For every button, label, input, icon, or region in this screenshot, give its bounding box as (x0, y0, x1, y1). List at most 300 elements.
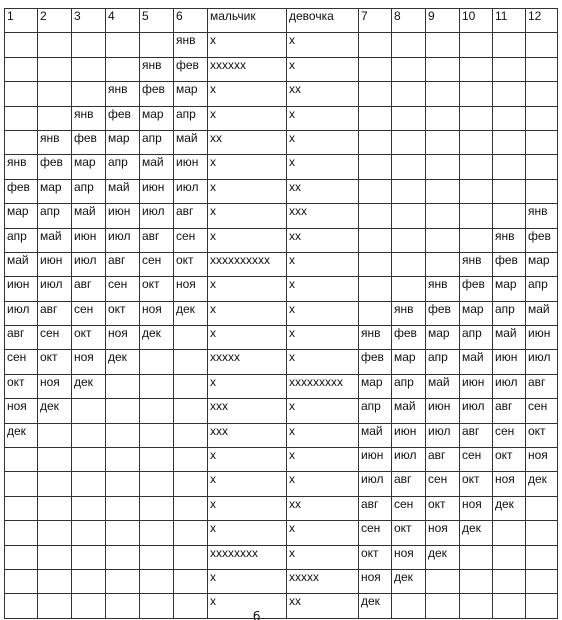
table-cell (460, 155, 493, 179)
table-cell: авг (72, 277, 106, 301)
table-cell: ноя (359, 569, 392, 593)
table-cell: мар (5, 204, 38, 228)
table-cell: май (174, 130, 208, 154)
table-cell (493, 204, 526, 228)
table-cell: x (208, 33, 287, 57)
table-cell (526, 594, 558, 618)
table-cell (140, 472, 174, 496)
header-cell: 11 (493, 9, 526, 33)
table-cell (526, 130, 558, 154)
table-cell: фев (493, 252, 526, 276)
table-cell: сен (140, 252, 174, 276)
table-cell: июл (392, 448, 426, 472)
table-cell: янв (460, 252, 493, 276)
table-cell: фев (72, 130, 106, 154)
table-cell (174, 472, 208, 496)
table-cell: апр (426, 350, 460, 374)
table-cell (493, 179, 526, 203)
table-cell: мар (72, 155, 106, 179)
table-row (5, 33, 558, 57)
table-cell: окт (5, 374, 38, 398)
table-cell: xx (287, 228, 359, 252)
table-cell: окт (493, 448, 526, 472)
table-cell (106, 399, 140, 423)
table-cell: июн (106, 204, 140, 228)
table-cell: сен (460, 448, 493, 472)
table-cell (426, 569, 460, 593)
table-cell (140, 399, 174, 423)
table-cell (106, 423, 140, 447)
table-cell: июл (526, 350, 558, 374)
table-cell (526, 569, 558, 593)
table-cell: ноя (460, 496, 493, 520)
table-row (5, 472, 558, 496)
table-row (5, 301, 558, 325)
table-cell (72, 496, 106, 520)
table-cell: июл (359, 472, 392, 496)
table-cell: янв (38, 130, 72, 154)
table-cell (38, 423, 72, 447)
table-cell (38, 545, 72, 569)
table-cell (426, 57, 460, 81)
table-cell: сен (72, 301, 106, 325)
table-cell (426, 33, 460, 57)
table-cell (38, 57, 72, 81)
table-cell: ноя (72, 350, 106, 374)
table-cell: май (526, 301, 558, 325)
table-cell: июл (106, 228, 140, 252)
table-cell: мар (526, 252, 558, 276)
table-cell (174, 326, 208, 350)
table-row (5, 179, 558, 203)
table-cell: июн (493, 350, 526, 374)
table-cell (359, 228, 392, 252)
table-cell (493, 82, 526, 106)
table-cell: xx (208, 130, 287, 154)
table-cell: янв (526, 204, 558, 228)
table-cell: сен (38, 326, 72, 350)
table-cell: май (5, 252, 38, 276)
table-cell (72, 33, 106, 57)
table-cell: июн (392, 423, 426, 447)
table-cell: x (208, 204, 287, 228)
table-cell: сен (426, 472, 460, 496)
table-cell: ноя (106, 326, 140, 350)
table-cell: дек (493, 496, 526, 520)
table-cell: сен (493, 423, 526, 447)
table-cell: x (208, 326, 287, 350)
table-cell (72, 423, 106, 447)
table-cell: янв (493, 228, 526, 252)
table-cell: x (287, 545, 359, 569)
table-cell: окт (174, 252, 208, 276)
table-cell: xxx (208, 399, 287, 423)
table-cell: дек (106, 350, 140, 374)
table-cell: мар (493, 277, 526, 301)
table-cell: май (38, 228, 72, 252)
table-cell: x (287, 326, 359, 350)
table-row (5, 130, 558, 154)
table-cell (140, 496, 174, 520)
table-cell: янв (426, 277, 460, 301)
table-cell (5, 82, 38, 106)
table-cell: авг (392, 472, 426, 496)
table-cell: авг (5, 326, 38, 350)
table-cell: янв (106, 82, 140, 106)
table-cell (359, 204, 392, 228)
table-cell: x (208, 155, 287, 179)
table-cell (460, 594, 493, 618)
table-cell (359, 179, 392, 203)
table-cell (72, 82, 106, 106)
table-row (5, 448, 558, 472)
table-cell: май (140, 155, 174, 179)
table-cell: июн (526, 326, 558, 350)
table-cell (72, 521, 106, 545)
table-cell: дек (140, 326, 174, 350)
table-cell (392, 130, 426, 154)
table-cell (493, 155, 526, 179)
table-cell: xx (287, 179, 359, 203)
table-cell (106, 472, 140, 496)
table-cell (38, 33, 72, 57)
table-cell: окт (106, 301, 140, 325)
table-cell: мар (460, 301, 493, 325)
table-cell (426, 179, 460, 203)
table-cell: июл (174, 179, 208, 203)
table-row (5, 594, 558, 618)
table-row (5, 569, 558, 593)
calendar-table (4, 8, 558, 619)
header-cell: девочка (287, 9, 359, 33)
header-cell: 3 (72, 9, 106, 33)
table-cell: май (392, 399, 426, 423)
table-cell: x (287, 252, 359, 276)
header-cell: 7 (359, 9, 392, 33)
table-cell: сен (392, 496, 426, 520)
table-cell: апр (392, 374, 426, 398)
table-cell (106, 594, 140, 618)
page-content (4, 8, 558, 619)
table-cell: авг (359, 496, 392, 520)
table-cell: апр (526, 277, 558, 301)
table-cell: дек (526, 472, 558, 496)
table-cell (140, 448, 174, 472)
table-cell (72, 545, 106, 569)
table-cell (140, 33, 174, 57)
table-cell (392, 594, 426, 618)
header-cell: 4 (106, 9, 140, 33)
table-cell: ноя (38, 374, 72, 398)
table-cell: сен (174, 228, 208, 252)
table-row (5, 521, 558, 545)
table-cell: апр (359, 399, 392, 423)
table-cell: июн (460, 374, 493, 398)
table-cell: x (208, 521, 287, 545)
table-cell (106, 374, 140, 398)
table-cell (426, 228, 460, 252)
table-cell (426, 594, 460, 618)
table-cell: авг (526, 374, 558, 398)
table-cell (359, 277, 392, 301)
table-row (5, 374, 558, 398)
table-cell (5, 448, 38, 472)
table-cell (426, 155, 460, 179)
table-cell: апр (140, 130, 174, 154)
header-cell: мальчик (208, 9, 287, 33)
table-cell (72, 594, 106, 618)
table-cell: янв (392, 301, 426, 325)
table-row (5, 277, 558, 301)
table-cell (460, 569, 493, 593)
header-cell: 1 (5, 9, 38, 33)
table-cell: x (208, 448, 287, 472)
table-cell: x (287, 155, 359, 179)
table-cell: авг (140, 228, 174, 252)
table-cell: авг (106, 252, 140, 276)
table-cell: мар (38, 179, 72, 203)
table-cell (493, 106, 526, 130)
table-row (5, 496, 558, 520)
table-row (5, 399, 558, 423)
table-cell: фев (5, 179, 38, 203)
table-cell (72, 448, 106, 472)
table-cell (392, 33, 426, 57)
table-cell (140, 521, 174, 545)
table-cell: x (208, 82, 287, 106)
table-cell: xxxxxxxx (208, 545, 287, 569)
table-cell: сен (5, 350, 38, 374)
table-cell: янв (359, 326, 392, 350)
table-cell (38, 82, 72, 106)
table-cell: дек (392, 569, 426, 593)
table-cell: сен (359, 521, 392, 545)
table-cell (392, 57, 426, 81)
table-row (5, 106, 558, 130)
table-cell (359, 106, 392, 130)
table-row (5, 350, 558, 374)
table-cell (174, 423, 208, 447)
table-cell (5, 545, 38, 569)
table-cell: июл (493, 374, 526, 398)
table-cell (174, 569, 208, 593)
table-cell: x (208, 472, 287, 496)
table-cell: окт (38, 350, 72, 374)
table-cell (38, 106, 72, 130)
table-cell (5, 106, 38, 130)
footer-mark: б (253, 611, 261, 620)
table-cell (359, 252, 392, 276)
table-cell: ноя (493, 472, 526, 496)
table-cell: дек (426, 545, 460, 569)
table-cell (426, 130, 460, 154)
table-cell: xx (287, 594, 359, 618)
table-cell: май (106, 179, 140, 203)
table-cell: x (287, 521, 359, 545)
table-cell: дек (460, 521, 493, 545)
table-cell: окт (392, 521, 426, 545)
table-cell (460, 228, 493, 252)
table-cell: июн (174, 155, 208, 179)
table-row (5, 155, 558, 179)
table-cell: июл (140, 204, 174, 228)
table-cell (426, 82, 460, 106)
table-cell: фев (38, 155, 72, 179)
table-cell (359, 130, 392, 154)
table-cell (392, 82, 426, 106)
table-cell: фев (106, 106, 140, 130)
table-cell (38, 448, 72, 472)
table-cell: май (460, 350, 493, 374)
table-cell (5, 569, 38, 593)
table-cell: мар (359, 374, 392, 398)
table-cell: дек (359, 594, 392, 618)
table-cell: фев (460, 277, 493, 301)
table-cell: дек (38, 399, 72, 423)
table-cell: июл (426, 423, 460, 447)
table-cell (392, 179, 426, 203)
header-cell: 2 (38, 9, 72, 33)
table-cell: апр (5, 228, 38, 252)
table-cell (526, 106, 558, 130)
table-cell: x (287, 277, 359, 301)
table-cell (392, 228, 426, 252)
table-cell: окт (359, 545, 392, 569)
table-cell: x (208, 496, 287, 520)
table-cell (392, 106, 426, 130)
table-cell: x (287, 301, 359, 325)
table-cell (140, 350, 174, 374)
table-cell: июл (460, 399, 493, 423)
table-cell (174, 448, 208, 472)
table-cell: авг (460, 423, 493, 447)
table-cell: xxx (208, 423, 287, 447)
table-row (5, 204, 558, 228)
header-row (5, 9, 558, 33)
table-cell (426, 252, 460, 276)
table-cell (493, 33, 526, 57)
table-cell: xx (287, 496, 359, 520)
table-cell: x (208, 594, 287, 618)
table-cell: xxx (287, 204, 359, 228)
table-cell: дек (72, 374, 106, 398)
table-cell (174, 374, 208, 398)
table-cell: мар (392, 350, 426, 374)
table-cell: x (287, 399, 359, 423)
table-cell: окт (526, 423, 558, 447)
table-cell: июн (359, 448, 392, 472)
table-cell (526, 57, 558, 81)
table-cell (526, 179, 558, 203)
table-cell: апр (72, 179, 106, 203)
table-cell (140, 594, 174, 618)
table-cell: сен (526, 399, 558, 423)
table-cell: окт (72, 326, 106, 350)
table-row (5, 252, 558, 276)
table-cell: апр (493, 301, 526, 325)
table-cell: x (208, 106, 287, 130)
table-cell: xxxxxxxxx (287, 374, 359, 398)
table-cell (140, 569, 174, 593)
table-cell (359, 155, 392, 179)
table-cell (493, 521, 526, 545)
table-cell: авг (174, 204, 208, 228)
table-cell (526, 545, 558, 569)
table-cell (140, 374, 174, 398)
table-cell: x (287, 472, 359, 496)
table-cell: апр (174, 106, 208, 130)
table-row (5, 82, 558, 106)
table-cell (5, 33, 38, 57)
table-cell (174, 594, 208, 618)
table-cell: ноя (5, 399, 38, 423)
table-cell: янв (140, 57, 174, 81)
table-cell (493, 594, 526, 618)
table-cell (392, 277, 426, 301)
table-cell: апр (460, 326, 493, 350)
table-cell: x (208, 277, 287, 301)
table-cell: окт (460, 472, 493, 496)
table-cell: x (287, 33, 359, 57)
table-cell (392, 204, 426, 228)
table-cell: июн (5, 277, 38, 301)
table-cell: окт (426, 496, 460, 520)
table-cell: июн (72, 228, 106, 252)
table-cell: ноя (140, 301, 174, 325)
table-row (5, 228, 558, 252)
table-cell (359, 33, 392, 57)
table-cell: янв (72, 106, 106, 130)
table-cell: ноя (392, 545, 426, 569)
table-cell: июл (5, 301, 38, 325)
table-cell (38, 569, 72, 593)
table-cell: x (287, 130, 359, 154)
table-cell: авг (38, 301, 72, 325)
header-cell: 8 (392, 9, 426, 33)
table-cell (174, 399, 208, 423)
table-cell: июн (140, 179, 174, 203)
table-cell: фев (140, 82, 174, 106)
table-cell (106, 545, 140, 569)
table-cell: xxxxx (287, 569, 359, 593)
table-cell: x (208, 179, 287, 203)
table-cell (72, 57, 106, 81)
table-cell (526, 82, 558, 106)
table-cell (72, 472, 106, 496)
table-cell: ноя (526, 448, 558, 472)
table-cell (526, 521, 558, 545)
table-cell: фев (526, 228, 558, 252)
table-cell: мар (426, 326, 460, 350)
table-cell: май (493, 326, 526, 350)
header-cell: 9 (426, 9, 460, 33)
table-cell: x (287, 57, 359, 81)
table-cell (106, 448, 140, 472)
table-row (5, 57, 558, 81)
table-cell: x (287, 448, 359, 472)
table-cell: фев (426, 301, 460, 325)
table-row (5, 423, 558, 447)
table-cell (38, 521, 72, 545)
table-cell: май (426, 374, 460, 398)
table-cell (460, 204, 493, 228)
table-cell (106, 57, 140, 81)
table-cell: дек (174, 301, 208, 325)
table-cell (359, 82, 392, 106)
table-cell: x (208, 228, 287, 252)
header-cell: 5 (140, 9, 174, 33)
header-cell: 10 (460, 9, 493, 33)
